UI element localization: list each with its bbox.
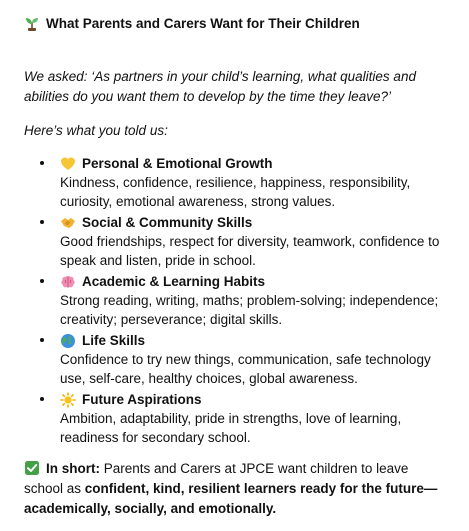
item-heading: Social & Community Skills <box>60 213 449 232</box>
sun-icon <box>60 392 76 408</box>
summary-lead: In short: <box>46 461 100 476</box>
item-heading: Future Aspirations <box>60 390 449 409</box>
item-heading: Life Skills <box>60 331 449 350</box>
told-us-heading: Here’s what you told us: <box>24 123 168 138</box>
summary-text: Parents and Carers at JPCE want children to leave school as <box>24 461 409 496</box>
list-item <box>36 331 449 388</box>
handshake-icon <box>60 215 76 231</box>
item-description: Kindness, confidence, resilience, happiness, responsibility, curiosity, emotional awareness, strong values. <box>60 175 411 209</box>
list-item <box>36 390 449 447</box>
item-description: Good friendships, respect for diversity, teamwork, confidence to speak and listen, pride in school. <box>60 234 440 268</box>
globe-icon <box>60 333 76 349</box>
bullet <box>40 279 44 283</box>
item-heading: Personal & Emotional Growth <box>60 154 449 173</box>
bullet <box>40 161 44 165</box>
item-description: Confidence to try new things, communication, safe technology use, self-care, healthy choices, global awareness. <box>60 352 431 386</box>
yellow-heart-icon <box>60 156 76 172</box>
title-text: What Parents and Carers Want for Their Children <box>46 15 360 31</box>
bullet <box>40 397 44 401</box>
summary-emphasis: confident, kind, resilient learners ready for the future—academically, socially, and emotionally. <box>24 481 438 516</box>
seedling-icon <box>24 15 40 31</box>
bullet <box>40 220 44 224</box>
qualities-list <box>24 154 449 447</box>
brain-icon <box>60 274 76 290</box>
bullet <box>40 338 44 342</box>
list-item <box>36 213 449 270</box>
list-item <box>36 154 449 211</box>
check-mark-icon <box>24 460 40 476</box>
list-item <box>36 272 449 329</box>
item-description: Ambition, adaptability, pride in strengths, love of learning, readiness for secondary school. <box>60 411 402 445</box>
page-title <box>24 12 449 34</box>
summary-paragraph <box>24 459 444 519</box>
item-description: Strong reading, writing, maths; problem-solving; independence; creativity; perseverance; digital skills. <box>60 293 439 327</box>
intro-question: We asked: ‘As partners in your child’s learning, what qualities and abilities do you want them to develop by the time they leave?’ <box>24 69 416 104</box>
item-heading: Academic & Learning Habits <box>60 272 449 291</box>
